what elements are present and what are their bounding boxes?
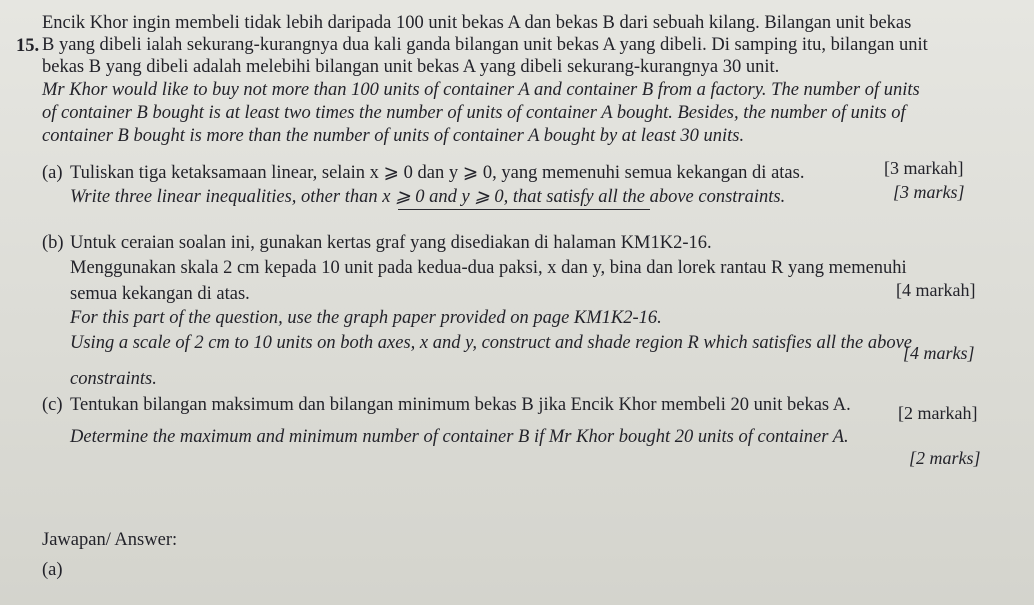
stem-malay-line-2: B yang dibeli ialah sekurang-kurangnya dua kali ganda bilangan unit bekas A yang dibeli. Di samping itu, bilangan unit	[42, 35, 928, 55]
answer-part-a-label: (a)	[42, 560, 63, 580]
answer-heading: Jawapan/ Answer:	[42, 530, 178, 550]
part-a-english: Write three linear inequalities, other than x ⩾ 0 and y ⩾ 0, that satisfy all the above constraints.	[70, 187, 786, 207]
stem-english-line-3: container B bought is more than the number of units of container A bought by at least 30 units.	[42, 126, 745, 146]
part-a-marks-malay: [3 markah]	[884, 158, 964, 178]
part-a-label: (a)	[42, 163, 63, 183]
stem-malay-line-1: Encik Khor ingin membeli tidak lebih daripada 100 unit bekas A dan bekas B dari sebuah kilang. Bilangan unit bekas	[42, 13, 912, 33]
stem-english-line-2: of container B bought is at least two times the number of units of container A bought. Besides, the number of units of	[42, 103, 906, 123]
part-c-marks-english: [2 marks]	[909, 448, 981, 468]
stem-english-line-1: Mr Khor would like to buy not more than 100 units of container A and container B from a factory. The number of units	[42, 80, 920, 100]
part-b-malay-2: Menggunakan skala 2 cm kepada 10 unit pada kedua-dua paksi, x dan y, bina dan lorek rantau R yang memenuhi	[70, 258, 907, 278]
part-b-english-1: For this part of the question, use the graph paper provided on page KM1K2-16.	[70, 308, 662, 328]
stem-malay-line-3: bekas B yang dibeli adalah melebihi bilangan unit bekas A yang dibeli sekurang-kurangnya 30 unit.	[42, 57, 780, 77]
part-c-english: Determine the maximum and minimum number of container B if Mr Khor bought 20 units of container A.	[70, 427, 849, 447]
part-b-marks-malay: [4 markah]	[896, 280, 976, 300]
part-a-marks-english: [3 marks]	[893, 182, 965, 202]
part-b-label: (b)	[42, 233, 64, 253]
handwritten-underline	[398, 209, 650, 210]
part-b-malay-1: Untuk ceraian soalan ini, gunakan kertas graf yang disediakan di halaman KM1K2-16.	[70, 233, 712, 253]
part-c-marks-malay: [2 markah]	[898, 403, 978, 423]
part-c-malay: Tentukan bilangan maksimum dan bilangan minimum bekas B jika Encik Khor membeli 20 unit bekas A.	[70, 395, 851, 415]
part-b-marks-english: [4 marks]	[903, 343, 975, 363]
part-b-english-2: Using a scale of 2 cm to 10 units on both axes, x and y, construct and shade region R which satisfies all the above	[70, 333, 912, 353]
part-c-label: (c)	[42, 395, 63, 415]
question-number: 15.	[16, 36, 40, 56]
part-a-malay: Tuliskan tiga ketaksamaan linear, selain x ⩾ 0 dan y ⩾ 0, yang memenuhi semua kekangan di atas.	[70, 163, 805, 183]
part-b-english-3: constraints.	[70, 369, 157, 389]
part-b-malay-3: semua kekangan di atas.	[70, 284, 250, 304]
